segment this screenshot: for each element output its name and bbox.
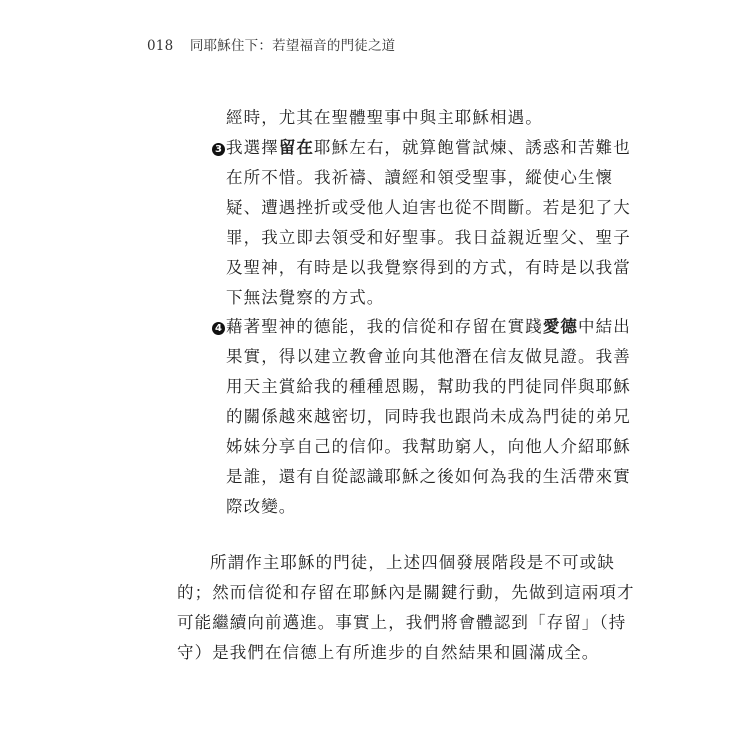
- paragraph-line-1: 所謂作主耶穌的門徒，上述四個發展階段是不可或缺: [210, 553, 615, 572]
- item3-l1-post: 耶穌左右，就算飽嘗試煉、誘惑和苦難也: [314, 138, 631, 157]
- list-item-3-line-5: 及聖神，有時是以我覺察得到的方式，有時是以我當: [226, 258, 631, 277]
- list-item-3-line-1: [212, 134, 631, 158]
- number-4-marker: 4: [212, 322, 225, 335]
- list-item-4-line-6: 是誰，還有自從認識耶穌之後如何為我的生活帶來實: [226, 467, 631, 486]
- item4-l1-post: 中結出: [578, 317, 631, 336]
- list-item-3-line-4: 罪，我立即去領受和好聖事。我日益親近聖父、聖子: [226, 228, 631, 247]
- list-item-4-line-5: 姊妹分享自己的信仰。我幫助窮人，向他人介紹耶穌: [226, 437, 631, 456]
- running-header: [147, 34, 395, 54]
- item4-l1-pre: 藉著聖神的德能，我的信從和存留在實踐: [226, 317, 543, 336]
- list-item-4-line-4: 的關係越來越密切，同時我也跟尚未成為門徒的弟兄: [226, 407, 631, 426]
- list-item-3-line-2: 在所不惜。我祈禱、讀經和領受聖事，縱使心生懷: [226, 168, 614, 187]
- running-title: 同耶穌住下：若望福音的門徒之道: [189, 38, 396, 54]
- emphasis-stay: 留在: [278, 138, 315, 157]
- list-item-4-line-7: 際改變。: [226, 497, 297, 516]
- list-item-4-line-3: 用天主賞給我的種種恩賜，幫助我的門徒同伴與耶穌: [226, 377, 631, 396]
- page-number: 018: [147, 38, 174, 54]
- paragraph-line-4: 守）是我們在信德上有所進步的自然結果和圓滿成全。: [177, 643, 600, 662]
- emphasis-charity: 愛德: [542, 317, 579, 336]
- list-item-3-line-3: 疑、遭遇挫折或受他人迫害也從不間斷。若是犯了大: [226, 198, 631, 217]
- list-item-3-line-6: 下無法覺察的方式。: [226, 288, 385, 307]
- item3-l1-pre: 我選擇: [226, 138, 279, 157]
- list-item-4-line-2: 果實，得以建立教會並向其他潛在信友做見證。我善: [226, 347, 631, 366]
- paragraph-line-3: 可能繼續向前邁進。事實上，我們將會體認到「存留」（持: [177, 613, 627, 632]
- list-item-4-line-1: [212, 313, 631, 337]
- number-3-marker: 3: [212, 143, 225, 156]
- item2-tail: 經時，尤其在聖體聖事中與主耶穌相遇。: [226, 108, 543, 127]
- paragraph-line-2: 的；然而信從和存留在耶穌內是關鍵行動，先做到這兩項才: [177, 583, 635, 602]
